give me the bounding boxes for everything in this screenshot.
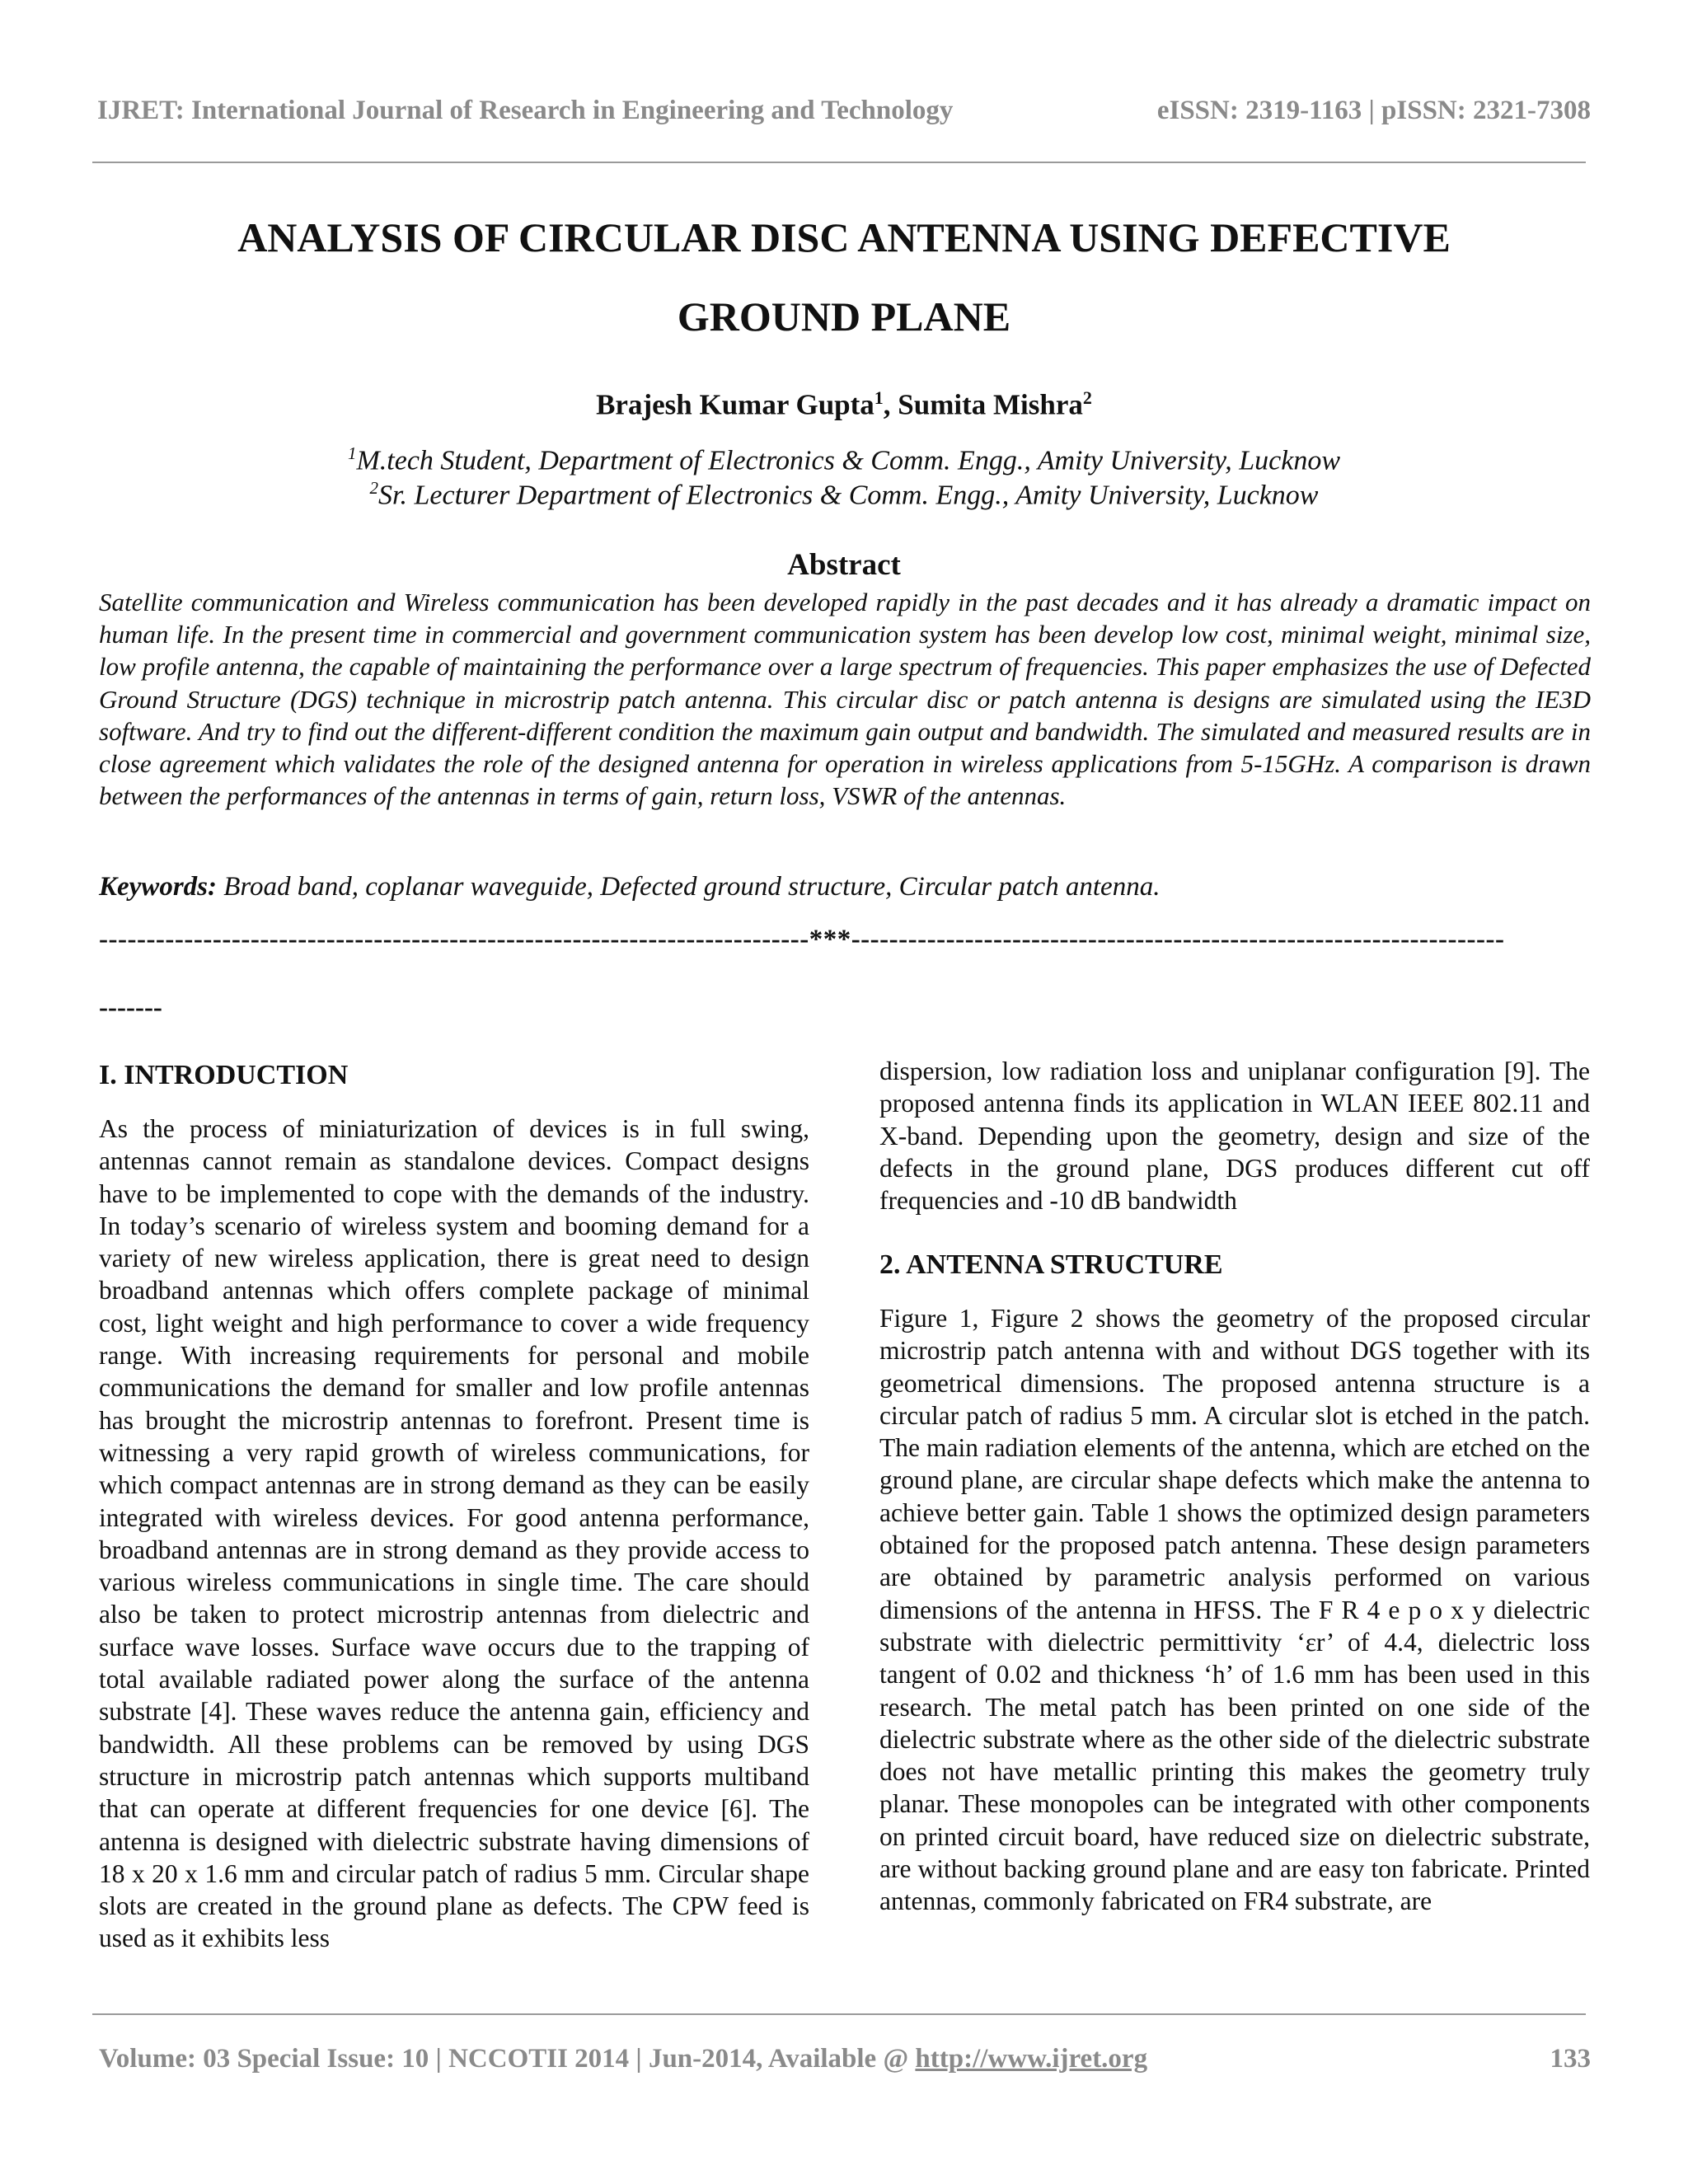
issn: eISSN: 2319-1163 | pISSN: 2321-7308	[1156, 96, 1591, 125]
journal-link[interactable]: http://www.ijret.org	[915, 2044, 1148, 2074]
keywords	[99, 872, 1591, 902]
affiliation-2-text: Sr. Lecturer Department of Electronics & Comm. Engg., Amity University, Lucknow	[378, 480, 1319, 511]
antenna-structure-heading: 2. ANTENNA STRUCTURE	[879, 1249, 1223, 1280]
keywords-text: Broad band, coplanar waveguide, Defected ground structure, Circular patch antenna.	[217, 872, 1160, 902]
affiliation-2-sup: 2	[369, 478, 379, 498]
author-separator: ,	[883, 388, 898, 421]
page-number: 133	[1550, 2044, 1591, 2074]
introduction-continuation: dispersion, low radiation loss and uniplanar configuration [9]. The proposed antenna finds its application in WLAN IEEE 802.11 and X-band. Depending upon the geometry, design and size of the defects in the ground plane, DGS produces different cut off frequencies and -10 dB bandwidth	[879, 1057, 1590, 1216]
footer-volume: Volume: 03 Special Issue: 10 | NCCOTII 2014 | Jun-2014, Available @	[99, 2044, 916, 2074]
abstract-body: Satellite communication and Wireless communication has been developed rapidly in the past decades and it has already a dramatic impact on human life. In the present time in commercial and government communication system has been develop low cost, minimal weight, minimal size, low profile antenna, the capable of maintaining the performance over a large spectrum of frequencies. This paper emphasizes the use of Defected Ground Structure (DGS) technique in microstrip patch antenna. This circular disc or patch antenna is designs are simulated using the IE3D software. And try to find out the different-different condition the maximum gain output and bandwidth. The simulated and measured results are in close agreement which validates the role of the designed antenna for operation in wireless applications from 5-15GHz. A comparison is drawn between the performances of the antennas in terms of gain, return loss, VSWR of the antennas.	[99, 588, 1591, 811]
affiliation-2	[0, 478, 1688, 511]
author-2: Sumita Mishra	[898, 388, 1083, 421]
journal-name: IJRET: International Journal of Research in Engineering and Technology	[97, 96, 954, 125]
footer-rule	[92, 2013, 1586, 2015]
affiliation-1-sup: 1	[347, 443, 357, 463]
author-1: Brajesh Kumar Gupta	[596, 388, 874, 421]
separator-tail: -------	[99, 993, 162, 1023]
affiliation-1-text: M.tech Student, Department of Electronics & Comm. Engg., Amity University, Lucknow	[356, 445, 1341, 476]
antenna-structure-body: Figure 1, Figure 2 shows the geometry of the proposed circular microstrip patch antenna with and without DGS together with its geometrical dimensions. The proposed antenna structure is a circular patch of radius 5 mm. A circular slot is etched in the patch. The main radiation elements of the antenna, which are etched on the ground plane, are circular shape defects which make the antenna to achieve better gain. Table 1 shows the optimized design parameters obtained for the proposed patch antenna. These design parameters are obtained by parametric analysis performed on various dimensions of the antenna in HFSS. The F R 4 e p o x y dielectric substrate with dielectric permittivity ‘εr’ of 4.4, dielectric loss tangent of 0.02 and thickness ‘h’ of 1.6 mm has been used in this research. The metal patch has been printed on one side of the dielectric substrate where as the other side of the dielectric substrate does not have metallic printing this makes the geometry truly planar. These monopoles can be integrated with other components on printed circuit board, have reduced size on dielectric substrate, are without backing ground plane and are easy ton fabricate. Printed antennas, commonly fabricated on FR4 substrate, are	[879, 1304, 1590, 1916]
author-list	[0, 387, 1688, 422]
keywords-label: Keywords:	[99, 872, 217, 902]
section-separator: ---------------------------------------------------------------------------***---------------------------------------------------------------------	[99, 925, 1505, 954]
running-header	[97, 96, 1591, 137]
abstract-heading: Abstract	[787, 548, 901, 582]
title-line-2: GROUND PLANE	[677, 293, 1011, 340]
affiliation-1	[0, 443, 1688, 476]
header-rule	[92, 162, 1586, 163]
author-2-sup: 2	[1082, 387, 1092, 408]
footer-info	[99, 2044, 1147, 2074]
introduction-body: As the process of miniaturization of devices is in full swing, antennas cannot remain as standalone devices. Compact designs have to be implemented to cope with the demands of the industry. In today’s scenario of wireless system and booming demand for a variety of new wireless application, there is great need to design broadband antennas which offers complete package of minimal cost, light weight and high performance to cover a wide frequency range. With increasing requirements for personal and mobile communications the demand for smaller and low profile antennas has brought the microstrip antennas to forefront. Present time is witnessing a very rapid growth of wireless communications, for which compact antennas are in strong demand as they can be easily integrated with wireless devices. For good antenna performance, broadband antennas are in strong demand as they provide access to various wireless communications in single time. The care should also be taken to protect microstrip antennas from dielectric and surface wave losses. Surface wave occurs due to the trapping of total available radiated power along the surface of the antenna substrate [4]. These waves reduce the antenna gain, efficiency and bandwidth. All these problems can be removed by using DGS structure in microstrip patch antennas which supports multiband that can operate at different frequencies for one device [6]. The antenna is designed with dielectric substrate having dimensions of 18 x 20 x 1.6 mm and circular patch of radius 5 mm. Circular shape slots are created in the ground plane as defects. The CPW feed is used as it exhibits less	[99, 1114, 809, 1953]
paper-title	[124, 198, 1564, 356]
author-1-sup: 1	[874, 387, 884, 408]
page-footer	[99, 2044, 1591, 2074]
title-line-1: ANALYSIS OF CIRCULAR DISC ANTENNA USING DEFECTIVE	[237, 214, 1451, 260]
introduction-heading: I. INTRODUCTION	[99, 1060, 349, 1090]
